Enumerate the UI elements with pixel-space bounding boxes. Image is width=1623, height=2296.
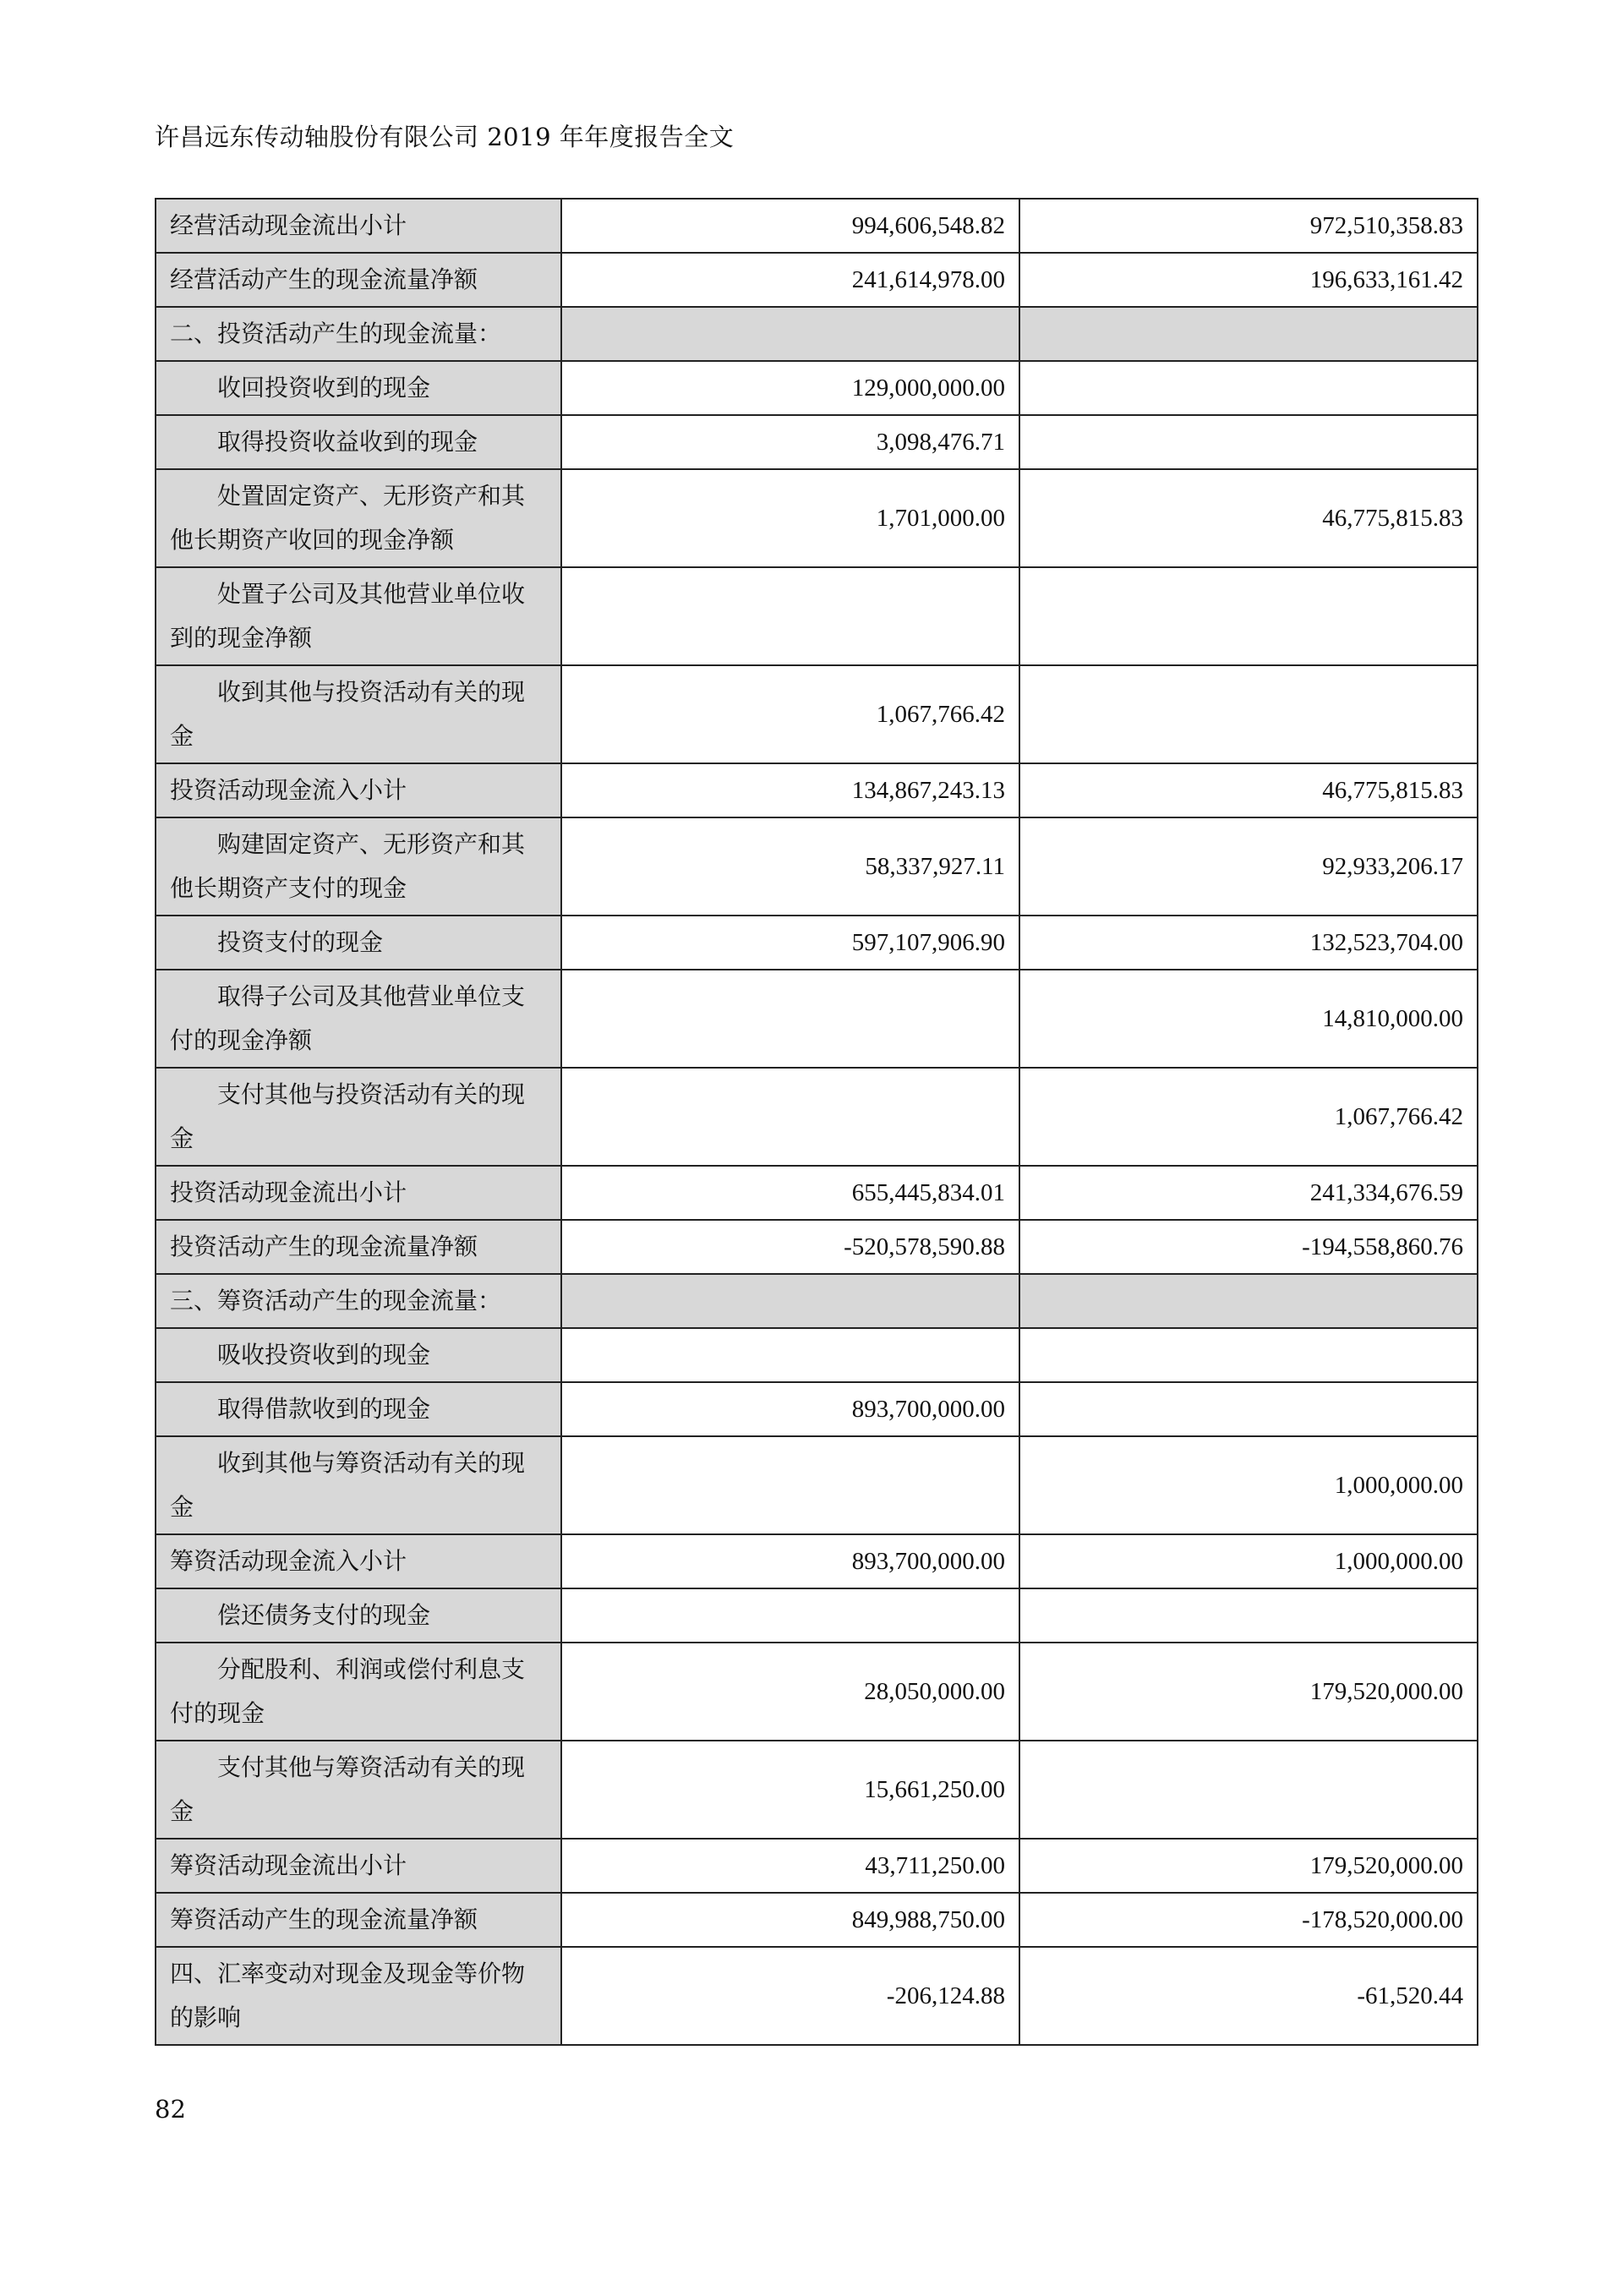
row-label: 筹资活动现金流入小计 — [156, 1534, 561, 1588]
table-row — [156, 1220, 1478, 1274]
previous-period-amount: -194,558,860.76 — [1019, 1220, 1478, 1274]
current-period-amount: 134,867,243.13 — [561, 763, 1019, 817]
current-period-amount: 893,700,000.00 — [561, 1534, 1019, 1588]
previous-period-amount: 972,510,358.83 — [1019, 199, 1478, 253]
previous-period-amount: 241,334,676.59 — [1019, 1166, 1478, 1220]
row-label: 筹资活动产生的现金流量净额 — [156, 1893, 561, 1947]
previous-period-amount — [1019, 1274, 1478, 1328]
table-row — [156, 567, 1478, 665]
current-period-amount: 241,614,978.00 — [561, 253, 1019, 307]
cash-flow-table-body — [156, 199, 1478, 2045]
current-period-amount — [561, 1436, 1019, 1534]
current-period-amount: 28,050,000.00 — [561, 1643, 1019, 1741]
current-period-amount — [561, 307, 1019, 361]
row-label: 投资支付的现金 — [156, 916, 561, 970]
row-label: 支付其他与筹资活动有关的现金 — [156, 1741, 561, 1839]
current-period-amount: 994,606,548.82 — [561, 199, 1019, 253]
section-header-row — [156, 1274, 1478, 1328]
previous-period-amount: -178,520,000.00 — [1019, 1893, 1478, 1947]
current-period-amount: 15,661,250.00 — [561, 1741, 1019, 1839]
previous-period-amount — [1019, 307, 1478, 361]
section-header-row — [156, 307, 1478, 361]
row-label: 取得借款收到的现金 — [156, 1382, 561, 1436]
table-row — [156, 970, 1478, 1068]
previous-period-amount: 14,810,000.00 — [1019, 970, 1478, 1068]
previous-period-amount: 179,520,000.00 — [1019, 1839, 1478, 1893]
previous-period-amount — [1019, 1328, 1478, 1382]
table-row — [156, 916, 1478, 970]
row-label: 分配股利、利润或偿付利息支付的现金 — [156, 1643, 561, 1741]
table-row — [156, 415, 1478, 469]
table-row — [156, 817, 1478, 916]
previous-period-amount — [1019, 1382, 1478, 1436]
page-header: 许昌远东传动轴股份有限公司 2019 年年度报告全文 — [155, 123, 735, 151]
row-label: 经营活动产生的现金流量净额 — [156, 253, 561, 307]
row-label: 投资活动产生的现金流量净额 — [156, 1220, 561, 1274]
current-period-amount — [561, 1068, 1019, 1166]
table-row — [156, 763, 1478, 817]
current-period-amount: 893,700,000.00 — [561, 1382, 1019, 1436]
cash-flow-table — [155, 198, 1478, 2046]
table-row — [156, 469, 1478, 567]
table-row — [156, 1436, 1478, 1534]
table-row — [156, 199, 1478, 253]
page-number: 82 — [155, 2095, 186, 2124]
previous-period-amount: 196,633,161.42 — [1019, 253, 1478, 307]
row-label: 经营活动现金流出小计 — [156, 199, 561, 253]
current-period-amount — [561, 567, 1019, 665]
table-row — [156, 253, 1478, 307]
row-label: 收到其他与投资活动有关的现金 — [156, 665, 561, 763]
previous-period-amount: 1,000,000.00 — [1019, 1436, 1478, 1534]
previous-period-amount — [1019, 361, 1478, 415]
current-period-amount: 1,701,000.00 — [561, 469, 1019, 567]
previous-period-amount — [1019, 665, 1478, 763]
current-period-amount: 597,107,906.90 — [561, 916, 1019, 970]
row-label: 处置子公司及其他营业单位收到的现金净额 — [156, 567, 561, 665]
previous-period-amount: 46,775,815.83 — [1019, 469, 1478, 567]
table-row — [156, 361, 1478, 415]
row-label: 筹资活动现金流出小计 — [156, 1839, 561, 1893]
previous-period-amount: 1,000,000.00 — [1019, 1534, 1478, 1588]
row-label: 四、汇率变动对现金及现金等价物的影响 — [156, 1947, 561, 2045]
current-period-amount — [561, 1328, 1019, 1382]
previous-period-amount — [1019, 1741, 1478, 1839]
table-row — [156, 1588, 1478, 1643]
current-period-amount — [561, 1274, 1019, 1328]
row-label: 购建固定资产、无形资产和其他长期资产支付的现金 — [156, 817, 561, 916]
current-period-amount: 3,098,476.71 — [561, 415, 1019, 469]
previous-period-amount: 1,067,766.42 — [1019, 1068, 1478, 1166]
row-label: 取得投资收益收到的现金 — [156, 415, 561, 469]
previous-period-amount — [1019, 1588, 1478, 1643]
previous-period-amount: 92,933,206.17 — [1019, 817, 1478, 916]
current-period-amount: 58,337,927.11 — [561, 817, 1019, 916]
row-label: 二、投资活动产生的现金流量： — [156, 307, 561, 361]
row-label: 收回投资收到的现金 — [156, 361, 561, 415]
table-row — [156, 1893, 1478, 1947]
current-period-amount: 1,067,766.42 — [561, 665, 1019, 763]
row-label: 投资活动现金流出小计 — [156, 1166, 561, 1220]
current-period-amount: 129,000,000.00 — [561, 361, 1019, 415]
current-period-amount: -206,124.88 — [561, 1947, 1019, 2045]
previous-period-amount — [1019, 415, 1478, 469]
current-period-amount — [561, 970, 1019, 1068]
row-label: 支付其他与投资活动有关的现金 — [156, 1068, 561, 1166]
table-row — [156, 1166, 1478, 1220]
previous-period-amount: -61,520.44 — [1019, 1947, 1478, 2045]
table-row — [156, 1328, 1478, 1382]
table-row — [156, 1839, 1478, 1893]
table-row — [156, 1947, 1478, 2045]
table-row — [156, 1534, 1478, 1588]
table-row — [156, 665, 1478, 763]
table-row — [156, 1382, 1478, 1436]
current-period-amount: 655,445,834.01 — [561, 1166, 1019, 1220]
row-label: 投资活动现金流入小计 — [156, 763, 561, 817]
row-label: 处置固定资产、无形资产和其他长期资产收回的现金净额 — [156, 469, 561, 567]
current-period-amount: -520,578,590.88 — [561, 1220, 1019, 1274]
row-label: 收到其他与筹资活动有关的现金 — [156, 1436, 561, 1534]
current-period-amount: 849,988,750.00 — [561, 1893, 1019, 1947]
previous-period-amount — [1019, 567, 1478, 665]
table-row — [156, 1068, 1478, 1166]
previous-period-amount: 46,775,815.83 — [1019, 763, 1478, 817]
current-period-amount — [561, 1588, 1019, 1643]
row-label: 吸收投资收到的现金 — [156, 1328, 561, 1382]
previous-period-amount: 132,523,704.00 — [1019, 916, 1478, 970]
table-row — [156, 1741, 1478, 1839]
row-label: 三、筹资活动产生的现金流量： — [156, 1274, 561, 1328]
table-row — [156, 1643, 1478, 1741]
row-label: 偿还债务支付的现金 — [156, 1588, 561, 1643]
row-label: 取得子公司及其他营业单位支付的现金净额 — [156, 970, 561, 1068]
current-period-amount: 43,711,250.00 — [561, 1839, 1019, 1893]
previous-period-amount: 179,520,000.00 — [1019, 1643, 1478, 1741]
